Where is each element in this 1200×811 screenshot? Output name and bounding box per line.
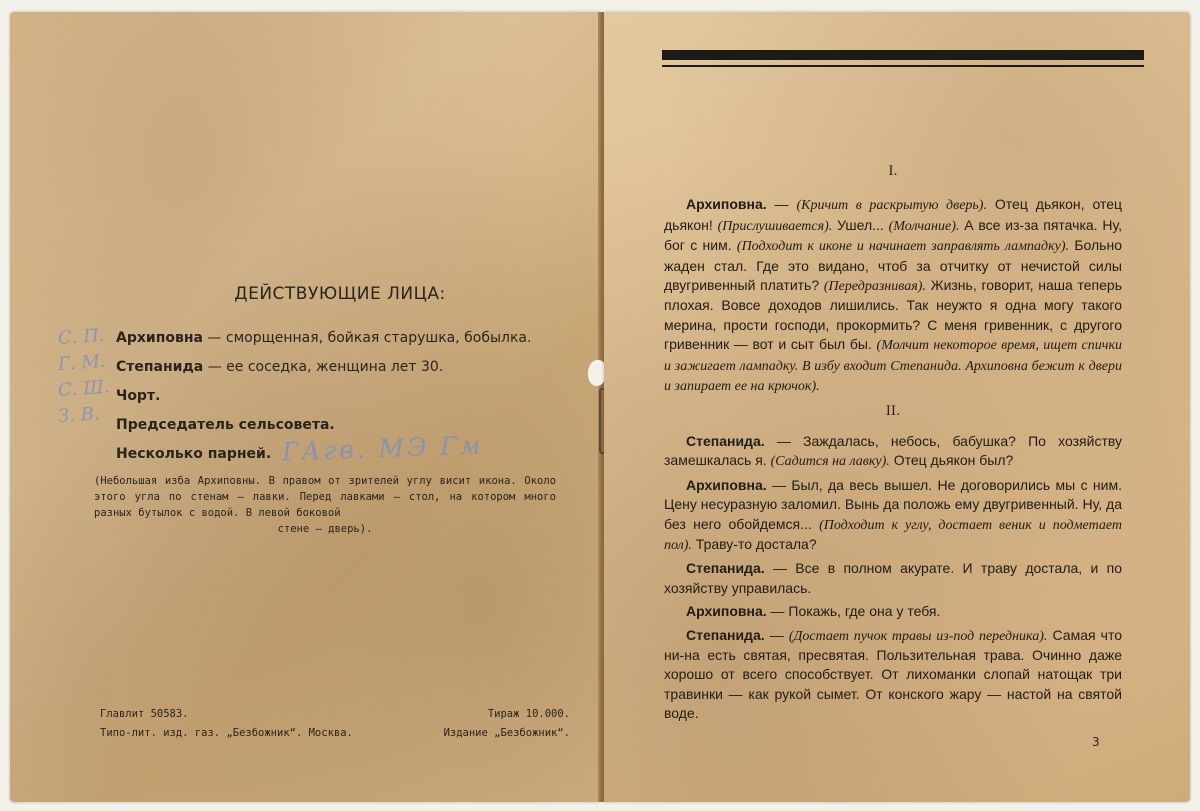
speech-text: А все из-за пятачка. Ну, бог с ним. [664,216,1123,254]
print-run: Тираж 10.000. [487,708,570,720]
speech-text: — Был, да весь вышел. Не договорились мы с ним. Цену несуразную заломил. Вынь да положь ему двугривенный. Ну, да без него обойдемся... [664,476,1122,532]
glavlit-number: Главлит 50583. [100,708,189,720]
speech-text: Отец дьякон, отец дьякон! [664,196,1122,233]
printer-name: Типо-лит. изд. газ. „Безбожник“. Москва. [100,727,353,739]
cast-title: ДЕЙСТВУЮЩИЕ ЛИЦА: [234,284,446,304]
speech-text: Ушел... [832,216,889,233]
dialogue-paragraph [664,432,1122,472]
speech-text: — Заждалась, небось, бабушка? По хозяйству замешкалась я. [664,432,1122,469]
imprint-line-2 [100,727,570,739]
dialogue-paragraph [664,626,1122,724]
right-page [604,12,1190,802]
speech-text: — Покажь, где она у тебя. [766,603,941,620]
speaker-name: Степанида. [686,432,765,449]
handwritten-note: С. П. [57,324,106,350]
stage-direction: (Кричит в раскрытую дверь). [796,198,987,214]
stage-direction: (Молчит некоторое время, ищет спички и зажигает лампадку. В избу входит Степанида. Архиповна бежит к двери и запирает ее на крючок). [664,338,1122,395]
speech-text: Жизнь, говорит, наша теперь плохая. Вовсе доходов лишились. Так неужто я одна могу такого мерина, прости господи, прокормить? С меня гривенник, с другого гривенник — вот и сыт был бы. [664,277,1123,353]
cast-description: — ее соседка, женщина лет 30. [203,359,444,375]
header-rule-thin [662,65,1144,67]
cast-description: — сморщенная, бойкая старушка, бобылка. [202,330,532,346]
cast-entry [116,382,566,411]
dialogue-paragraph [664,195,1122,396]
speaker-name: Архиповна. [686,196,767,213]
stage-direction: (Передразнивая). [823,279,926,295]
speech-text: Самая что ни-на есть святая, пресвятая. Пользительная трава. Очинно даже хорошо от всего способствует. От лихоманки слопай натощак три травинки — как рукой сымет. От конского жару — настой на святой воде. [664,626,1122,722]
dialogue-paragraph [664,476,1122,556]
section-heading: I. [888,164,898,179]
speech-text: — Все в полном акурате. И траву достала, и по хозяйству управилась. [664,560,1122,596]
speech-text: Отец дьякон был? [889,452,1014,469]
left-page [10,12,600,802]
handwritten-note: З. В. [57,403,101,428]
imprint-line-1 [100,708,570,720]
speaker-name: Архиповна. [686,603,767,620]
cast-entry [116,353,566,382]
handwritten-margin-notes [58,324,118,428]
stage-direction-text: (Небольшая изба Архиповны. В правом от зрителей углу висит икона. Около этого угла по стенам — лавки. Перед лавками — стол, на котором много разных бутылок с водой. В левой боковой [94,475,556,519]
speaker-name: Степанида. [686,560,765,577]
cast-name: Степанида [116,359,204,375]
stage-direction-end: стене — дверь). [277,523,373,535]
section-heading: II. [885,404,901,420]
handwritten-note: С. Ш. [57,376,111,402]
stage-direction: (Достает пучок травы из-под передника). [788,628,1048,644]
stage-direction: (Садится на лавку). [770,454,890,470]
cast-name: Председатель сельсовета. [116,417,335,433]
dialogue-paragraph [664,559,1122,598]
stage-direction [94,473,556,537]
header-rule [662,50,1144,60]
speech-text: Траву-то достала? [691,535,817,552]
publisher-name: Издание „Безбожник“. [443,727,570,739]
stage-direction: (Молчание). [888,218,960,234]
cast-entry [116,324,566,353]
speech-text: — [764,626,789,643]
cast-name: Чорт. [116,388,161,404]
speaker-name: Архиповна. [686,476,767,493]
stage-direction: (Подходит к иконе и начинает заправлять лампадку). [736,239,1070,255]
cast-name: Архиповна [116,330,203,346]
cast-name: Несколько парней. [116,446,272,462]
stage-direction: (Прислушивается). [717,218,833,234]
speech-text: Больно жаден стал. Где это видано, чтоб за отчитку от нечистой силы двугривенный платить? [664,237,1122,294]
play-text [664,162,1122,728]
dialogue-paragraph [664,602,1122,621]
speech-text: — [766,196,797,213]
speaker-name: Степанида. [686,626,765,643]
handwritten-line: ГАгв. МЭ Гм [281,430,484,467]
handwritten-note: Г. М. [57,350,107,376]
page-number: 3 [1092,735,1100,749]
stage-direction: (Подходит к углу, достает веник и подметает пол). [664,517,1122,553]
